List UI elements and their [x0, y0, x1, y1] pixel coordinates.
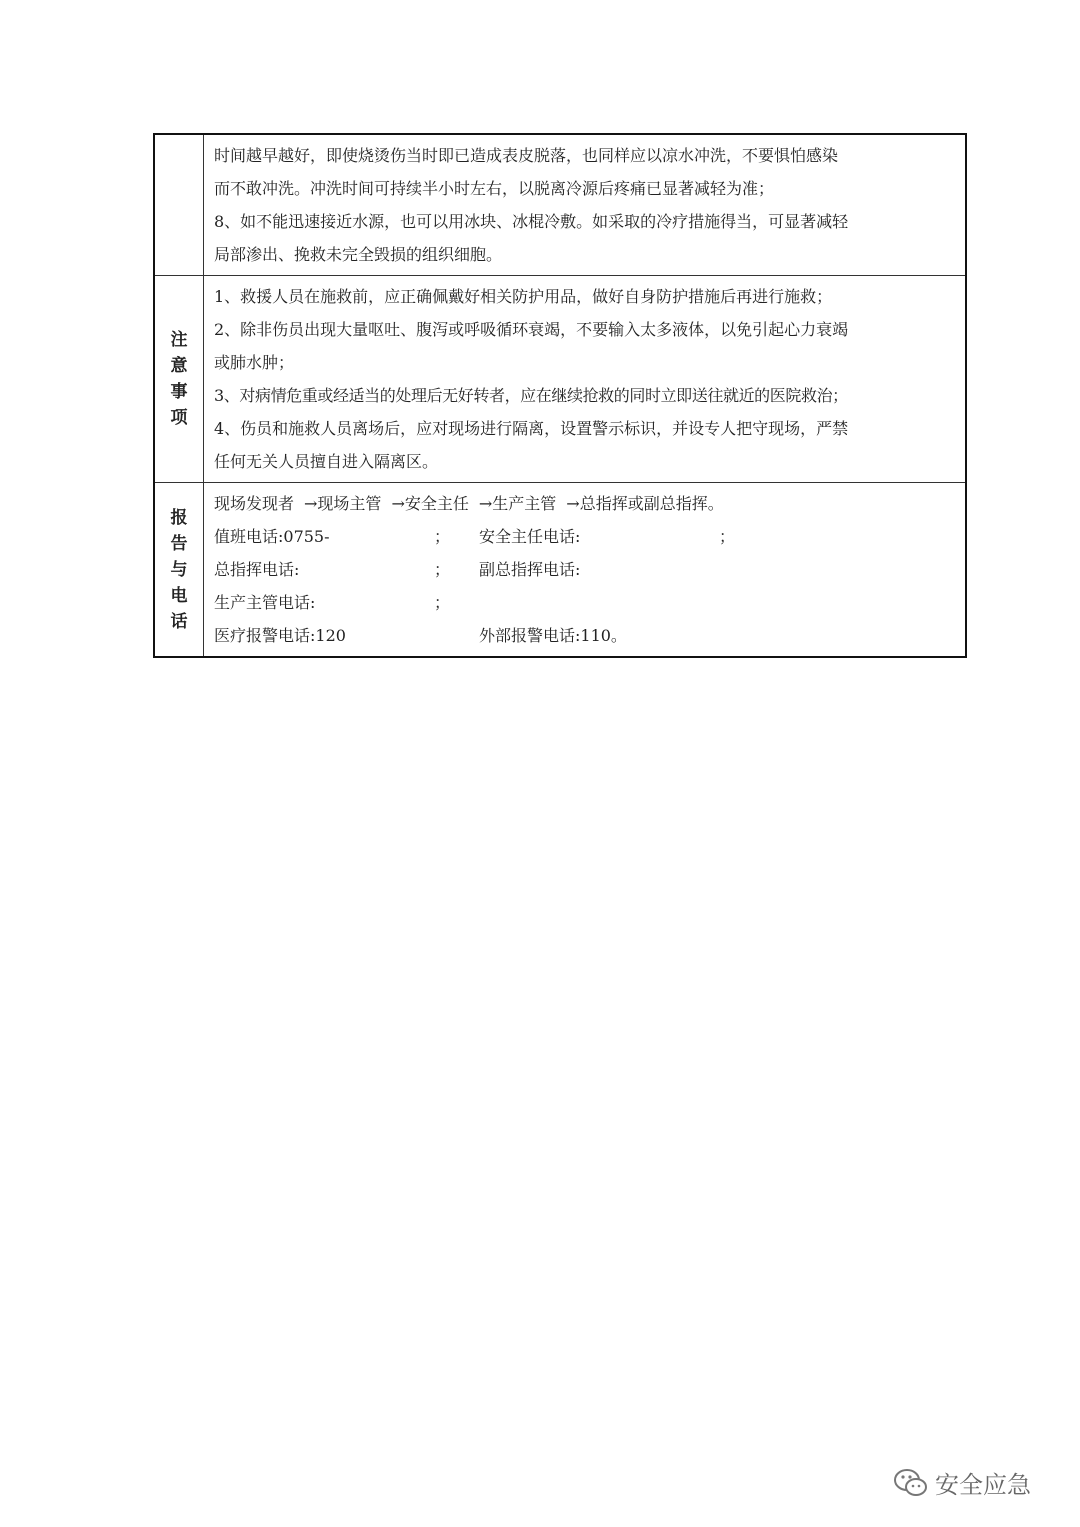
table-row: [154, 276, 966, 483]
phone-line: 总指挥电话: ； 副总指挥电话:: [214, 560, 581, 579]
text-line: 1、救援人员在施救前，应正确佩戴好相关防护用品，做好自身防护措施后再进行施救；: [214, 287, 833, 306]
row-label-empty: [154, 134, 204, 276]
row-label-report-phone: 报 告 与 电 话: [154, 483, 204, 658]
text-line: 2、除非伤员出现大量呕吐、腹泻或呼吸循环衰竭，不要输入太多液体，以免引起心力衰竭: [214, 320, 849, 339]
precautions-cell: [204, 276, 967, 483]
text-line: 8、如不能迅速接近水源，也可以用冰块、冰棍冷敷。如采取的冷疗措施得当，可显著减轻: [214, 212, 849, 231]
table-row: [154, 134, 966, 276]
report-chain: 现场发现者 →现场主管 →安全主任 →生产主管 →总指挥或副总指挥。: [214, 487, 955, 520]
watermark-text: 安全应急: [935, 1471, 1031, 1499]
watermark: [893, 1465, 1031, 1500]
phone-line: 生产主管电话: ；: [214, 593, 451, 612]
phone-line: 值班电话:0755- ； 安全主任电话: ；: [214, 527, 736, 546]
text-line: 时间越早越好，即使烧烫伤当时即已造成表皮脱落，也同样应以凉水冲洗，不要惧怕感染: [214, 146, 839, 165]
arrow-right-icon: →: [478, 494, 493, 513]
wechat-icon: [893, 1468, 929, 1498]
arrow-right-icon: →: [566, 494, 580, 513]
table-row: [154, 483, 966, 658]
treatment-continued-cell: [204, 134, 967, 276]
arrow-right-icon: →: [304, 494, 318, 513]
text-line: 而不敢冲洗。冲洗时间可持续半小时左右，以脱离冷源后疼痛已显著减轻为准；: [214, 179, 775, 198]
text-line: 局部渗出、挽救未完全毁损的组织细胞。: [214, 245, 503, 264]
report-phone-cell: [204, 483, 967, 658]
phone-line: 医疗报警电话:120 外部报警电话:110。: [214, 626, 627, 645]
emergency-info-table: [153, 133, 967, 658]
text-line: 3、对病情危重或经适当的处理后无好转者，应在继续抢救的同时立即送往就近的医院救治；: [214, 386, 848, 405]
row-label-precautions: 注 意 事 项: [154, 276, 204, 483]
text-line: 任何无关人员擅自进入隔离区。: [214, 452, 439, 471]
text-line: 4、伤员和施救人员离场后，应对现场进行隔离，设置警示标识，并设专人把守现场，严禁: [214, 419, 849, 438]
text-line: 或肺水肿；: [214, 353, 295, 372]
arrow-right-icon: →: [391, 494, 405, 513]
